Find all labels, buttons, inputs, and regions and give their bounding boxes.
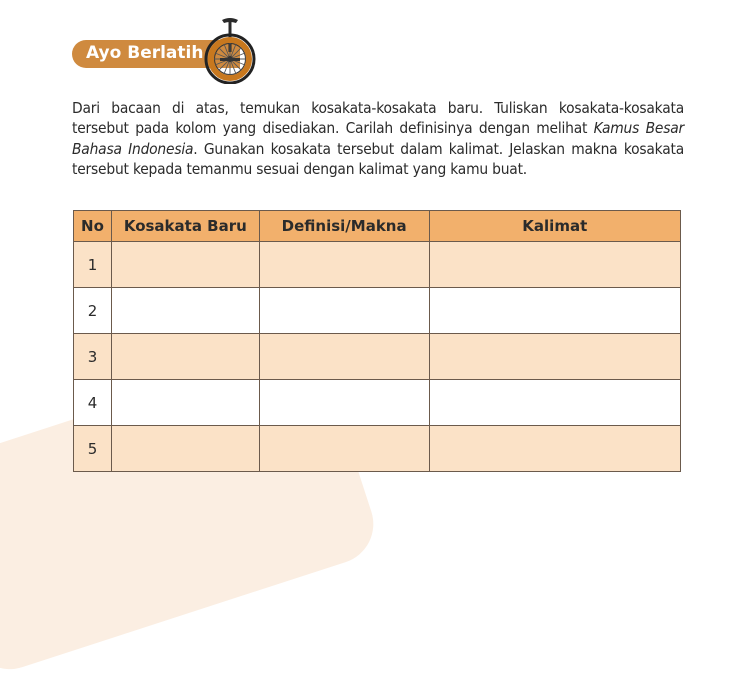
kosakata-cell[interactable] — [111, 426, 259, 472]
row-number: 2 — [74, 288, 112, 334]
row-number: 4 — [74, 380, 112, 426]
kalimat-cell[interactable] — [429, 242, 680, 288]
kalimat-cell[interactable] — [429, 426, 680, 472]
kalimat-cell[interactable] — [429, 334, 680, 380]
definisi-cell[interactable] — [259, 288, 429, 334]
kosakata-cell[interactable] — [111, 380, 259, 426]
kosakata-cell[interactable] — [111, 288, 259, 334]
instruction-text: Dari bacaan di atas, temukan kosakata-kosakata baru. Tuliskan kosakata-kosakata tersebut pada kolom yang disediakan. Carilah definisinya dengan melihat Kamus Besar Bahasa Indonesia. Gunakan kosakata tersebut dalam kalimat. Jelaskan makna kosakata tersebut kepada temanmu sesuai dengan kalimat yang kamu buat. — [72, 99, 685, 179]
kosakata-cell[interactable] — [111, 334, 259, 380]
kalimat-cell[interactable] — [429, 288, 680, 334]
definisi-cell[interactable] — [259, 426, 429, 472]
unicycle-icon — [200, 14, 260, 84]
table-row — [74, 380, 681, 426]
row-number: 5 — [74, 426, 112, 472]
kalimat-cell[interactable] — [429, 380, 680, 426]
header-no: No — [74, 211, 112, 242]
header-definisi-makna: Definisi/Makna — [259, 211, 429, 242]
table-header-row — [74, 211, 681, 242]
badge-label: Ayo Berlatih — [86, 43, 204, 63]
row-number: 3 — [74, 334, 112, 380]
table-row — [74, 334, 681, 380]
kosakata-cell[interactable] — [111, 242, 259, 288]
table-row — [74, 242, 681, 288]
table-row — [74, 426, 681, 472]
definisi-cell[interactable] — [259, 242, 429, 288]
vocabulary-table — [73, 210, 681, 472]
table-row — [74, 288, 681, 334]
header-kalimat: Kalimat — [429, 211, 680, 242]
dictionary-title: Kamus Besar Bahasa Indonesia — [72, 119, 684, 158]
header-kosakata-baru: Kosakata Baru — [111, 211, 259, 242]
row-number: 1 — [74, 242, 112, 288]
definisi-cell[interactable] — [259, 334, 429, 380]
definisi-cell[interactable] — [259, 380, 429, 426]
